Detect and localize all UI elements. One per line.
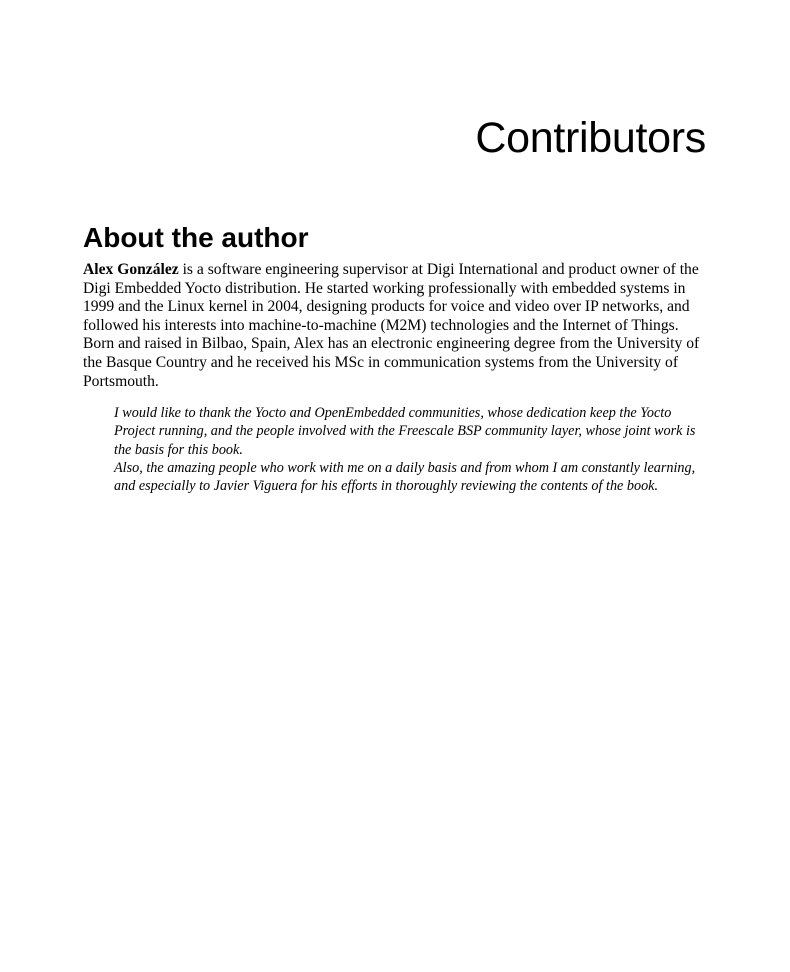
author-bio-text: is a software engineering supervisor at Digi International and product owner of the Digi Embedded Yocto distribution. He started working professionally with embedded systems in 1999 and the Linux kernel in 2004, designing products for voice and video over IP networks, and followed his interests into machine-to-machine (M2M) technologies and the Internet of Things. Born and raised in Bilbao, Spain, Alex has an electronic engineering degree from the University of the Basque Country and he received his MSc in communication systems from the University of Portsmouth. <box>83 261 700 390</box>
acknowledgements-paragraph-2: Also, the amazing people who work with me on a daily basis and from whom I am constantly learning, and especially to Javier Viguera for his efforts in thoroughly reviewing the contents of the book. <box>114 459 696 495</box>
acknowledgements-block <box>114 404 714 495</box>
author-bio-paragraph <box>83 261 708 391</box>
acknowledgements-paragraph-1: I would like to thank the Yocto and OpenEmbedded communities, whose dedication keep the Yocto Project running, and the people involved with the Freescale BSP community layer, whose joint work is the basis for this book. <box>114 405 696 458</box>
section-heading: About the author <box>83 222 309 253</box>
chapter-title: Contributors <box>475 114 706 162</box>
author-name: Alex González <box>83 261 179 278</box>
